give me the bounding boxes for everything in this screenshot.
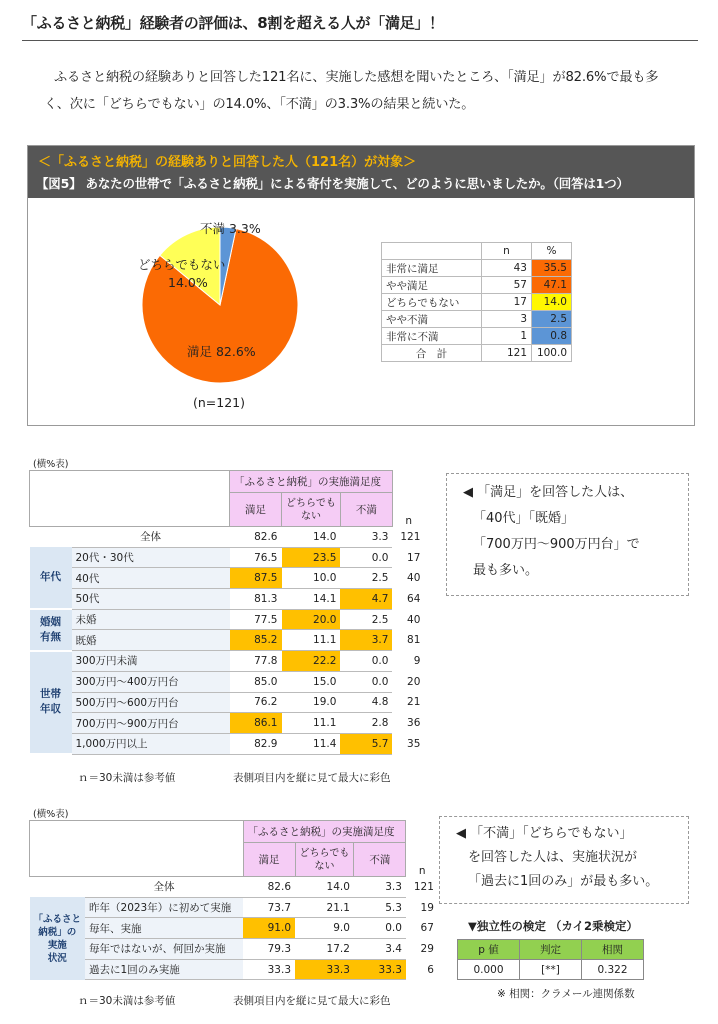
value-cell: 2.5 xyxy=(340,609,392,630)
total-label: 合 計 xyxy=(382,345,482,362)
row-pct: 14.0 xyxy=(532,294,572,311)
value-cell: 2.8 xyxy=(340,713,392,734)
table-row xyxy=(30,959,438,980)
value-cell: 0.0 xyxy=(354,918,406,939)
table-header-row xyxy=(382,243,572,260)
col-n: n xyxy=(418,864,426,877)
crosstab1-unit: (横%表) xyxy=(33,459,69,470)
value-cell: 79.3 xyxy=(243,939,295,960)
kai-header-judge: 判定 xyxy=(520,940,582,960)
value-cell: 11.4 xyxy=(282,733,341,754)
n-cell: 35 xyxy=(407,737,421,750)
n-cell: 9 xyxy=(413,654,421,667)
value-cell: 5.7 xyxy=(340,733,392,754)
crosstab2-corner xyxy=(30,821,244,877)
row-label: 非常に不満 xyxy=(382,328,482,345)
callout2-line1: ◀ 「不満」「どちらでもない」 xyxy=(456,826,633,841)
table-row xyxy=(382,260,572,277)
value-cell: 5.3 xyxy=(354,897,406,918)
table-total-row xyxy=(382,345,572,362)
value-cell: 85.2 xyxy=(230,630,282,651)
group-label xyxy=(30,609,72,650)
col-dochira-line1: どちらでも xyxy=(286,497,336,509)
total-row xyxy=(30,877,438,898)
total-row xyxy=(30,527,425,548)
value-cell: 33.3 xyxy=(354,959,406,980)
callout1-line1: ◀ 「満足」を回答した人は、 xyxy=(463,485,634,500)
crosstab2-note-right: 表側項目内を縦に見て最大に彩色 xyxy=(233,995,391,1007)
value-cell: 17.2 xyxy=(295,939,354,960)
row-label: 700万円～900万円台 xyxy=(72,713,230,734)
col-n: n xyxy=(405,514,412,527)
value-cell: 82.6 xyxy=(243,877,295,898)
row-n: 17 xyxy=(482,294,532,311)
figure5-box xyxy=(27,145,695,426)
value-cell: 77.5 xyxy=(230,609,282,630)
col-dochira-line2: ない xyxy=(314,860,335,872)
col-fuman: 不満 xyxy=(340,493,392,527)
n-cell: 40 xyxy=(407,613,421,626)
col-dochira-line2: ない xyxy=(300,510,321,522)
crosstab2-body xyxy=(30,877,438,980)
pie-label-dochira-pct: 14.0% xyxy=(168,275,208,290)
group-label-line2: 年収 xyxy=(40,703,61,716)
callout1-line4: 最も多い。 xyxy=(473,563,539,578)
value-cell: 21.1 xyxy=(295,897,354,918)
satisfaction-pie-chart xyxy=(140,225,300,385)
table-row xyxy=(30,547,425,568)
independence-title: ▼独立性の検定 （カイ2乗検定） xyxy=(468,919,639,933)
figure5-subtitle: ＜「ふるさと納税」の経験ありと回答した人（121名）が対象＞ xyxy=(38,155,417,170)
row-label: 毎年ではないが、何回か実施 xyxy=(85,939,243,960)
row-label: 500万円～600万円台 xyxy=(72,692,230,713)
value-cell: 14.0 xyxy=(295,877,354,898)
value-cell: 0.0 xyxy=(340,547,392,568)
crosstab2-group-header: 「ふるさと納税」の実施満足度 xyxy=(243,821,406,843)
value-cell: 15.0 xyxy=(282,671,341,692)
table-row xyxy=(30,733,425,754)
value-cell: 81.3 xyxy=(230,589,282,610)
n-cell: 20 xyxy=(407,675,421,688)
value-cell: 10.0 xyxy=(282,568,341,589)
row-n: 43 xyxy=(482,260,532,277)
table-row xyxy=(30,918,438,939)
title-divider xyxy=(22,40,698,41)
pie-label-dochira: どちらでもない xyxy=(138,257,226,272)
row-n: 3 xyxy=(482,311,532,328)
n-cell: 36 xyxy=(407,717,421,730)
table-row xyxy=(30,939,438,960)
value-cell: 4.8 xyxy=(340,692,392,713)
n-cell: 40 xyxy=(407,572,421,585)
kai-value-judge: [**] xyxy=(520,960,582,980)
total-group-cell xyxy=(30,527,72,548)
crosstab1-group-header: 「ふるさと納税」の実施満足度 xyxy=(230,471,393,493)
value-cell: 87.5 xyxy=(230,568,282,589)
callout1-line2: 「40代」「既婚」 xyxy=(473,511,575,526)
row-pct: 35.5 xyxy=(532,260,572,277)
col-fuman: 不満 xyxy=(354,843,406,877)
kai-value-p: 0.000 xyxy=(458,960,520,980)
row-label: 過去に1回のみ実施 xyxy=(85,959,243,980)
table-row xyxy=(30,713,425,734)
table-row xyxy=(382,311,572,328)
crosstab2-unit: (横%表) xyxy=(33,809,69,820)
kai-header-corr: 相関 xyxy=(582,940,644,960)
row-label: 未婚 xyxy=(72,609,230,630)
callout-fuman xyxy=(439,816,689,904)
group-label-line: 実施 xyxy=(47,939,67,951)
value-cell: 73.7 xyxy=(243,897,295,918)
table-row xyxy=(382,294,572,311)
crosstab1-corner xyxy=(30,471,230,527)
n-cell: 121 xyxy=(400,530,421,543)
row-label: どちらでもない xyxy=(382,294,482,311)
row-label: 昨年（2023年）に初めて実施 xyxy=(85,897,243,918)
callout2-line2: を回答した人は、実施状況が xyxy=(468,850,638,865)
value-cell: 91.0 xyxy=(243,918,295,939)
independence-footnote: ※ 相関：クラメール連関係数 xyxy=(497,988,635,1000)
value-cell: 22.2 xyxy=(282,651,341,672)
group-label-line1: 年代 xyxy=(40,571,61,584)
group-label-line1: 婚姻 xyxy=(40,615,61,628)
callout1-line3: 「700万円～900万円台」で xyxy=(473,537,640,552)
group-label xyxy=(30,651,72,754)
row-label: 非常に満足 xyxy=(382,260,482,277)
pie-label-fuman: 不満 3.3% xyxy=(200,221,261,236)
n-cell: 29 xyxy=(420,942,434,955)
table-row xyxy=(30,671,425,692)
value-cell: 76.2 xyxy=(230,692,282,713)
table-row xyxy=(30,589,425,610)
value-cell: 14.1 xyxy=(282,589,341,610)
table-header-cell: n xyxy=(482,243,532,260)
table-row xyxy=(30,897,438,918)
crosstab1-note-left: ｎ＝30未満は参考値 xyxy=(78,772,176,784)
value-cell: 19.0 xyxy=(282,692,341,713)
table-row xyxy=(382,328,572,345)
value-cell: 9.0 xyxy=(295,918,354,939)
row-label: 300万円～400万円台 xyxy=(72,671,230,692)
row-pct: 0.8 xyxy=(532,328,572,345)
value-cell: 0.0 xyxy=(340,671,392,692)
col-dochira-line1: どちらでも xyxy=(299,847,350,859)
crosstab2-table xyxy=(29,820,438,980)
row-label: 1,000万円以上 xyxy=(72,733,230,754)
table-header-cell: % xyxy=(532,243,572,260)
row-pct: 47.1 xyxy=(532,277,572,294)
table-row xyxy=(30,651,425,672)
value-cell: 11.1 xyxy=(282,630,341,651)
kai-value-corr: 0.322 xyxy=(582,960,644,980)
table-row xyxy=(30,568,425,589)
figure5-table xyxy=(381,242,572,362)
crosstab1-note-right: 表側項目内を縦に見て最大に彩色 xyxy=(233,772,391,784)
total-label: 全体 xyxy=(72,527,230,548)
figure5-header xyxy=(28,146,694,198)
row-label: やや不満 xyxy=(382,311,482,328)
figure5-question: 【図5】 あなたの世帯で「ふるさと納税」による寄付を実施して、どのように思いましたか。（回答は1つ） xyxy=(36,176,629,191)
crosstab1-body xyxy=(30,527,425,755)
group-label-line: 納税」の xyxy=(38,926,77,938)
value-cell: 82.6 xyxy=(230,527,282,548)
value-cell: 85.0 xyxy=(230,671,282,692)
callout2-line3: 「過去に1回のみ」が最も多い。 xyxy=(468,874,659,889)
callout-manzoku xyxy=(446,473,689,596)
col-dochira xyxy=(282,493,341,527)
total-group-cell xyxy=(30,877,86,898)
group-label-line2: 有無 xyxy=(40,630,61,643)
table-row xyxy=(382,277,572,294)
row-label: 毎年、実施 xyxy=(85,918,243,939)
table-row xyxy=(30,630,425,651)
group-label-line1: 世帯 xyxy=(40,688,61,701)
page-title: 「ふるさと納税」経験者の評価は、8割を超える人が「満足」！ xyxy=(22,14,444,32)
value-cell: 3.7 xyxy=(340,630,392,651)
table-row xyxy=(30,609,425,630)
row-label: 20代・30代 xyxy=(72,547,230,568)
table-row xyxy=(30,692,425,713)
value-cell: 23.5 xyxy=(282,547,341,568)
crosstab2-blank xyxy=(406,821,438,843)
total-label: 全体 xyxy=(85,877,243,898)
value-cell: 3.4 xyxy=(354,939,406,960)
pie-n-label: (n=121) xyxy=(193,395,246,410)
crosstab2-note-left: ｎ＝30未満は参考値 xyxy=(78,995,176,1007)
n-cell: 19 xyxy=(420,901,434,914)
total-pct: 100.0 xyxy=(532,345,572,362)
n-cell: 21 xyxy=(407,696,421,709)
row-pct: 2.5 xyxy=(532,311,572,328)
n-cell: 67 xyxy=(420,922,434,935)
col-manzoku: 満足 xyxy=(230,493,282,527)
n-cell: 6 xyxy=(427,963,434,976)
table-header-cell xyxy=(382,243,482,260)
independence-table xyxy=(457,939,644,980)
value-cell: 20.0 xyxy=(282,609,341,630)
value-cell: 86.1 xyxy=(230,713,282,734)
value-cell: 77.8 xyxy=(230,651,282,672)
row-n: 1 xyxy=(482,328,532,345)
value-cell: 76.5 xyxy=(230,547,282,568)
col-dochira xyxy=(295,843,354,877)
row-label: やや満足 xyxy=(382,277,482,294)
row-label: 既婚 xyxy=(72,630,230,651)
total-n: 121 xyxy=(482,345,532,362)
row-label: 40代 xyxy=(72,568,230,589)
row-label: 50代 xyxy=(72,589,230,610)
group-label-line: 状況 xyxy=(47,952,67,964)
row-label: 300万円未満 xyxy=(72,651,230,672)
value-cell: 82.9 xyxy=(230,733,282,754)
group-label xyxy=(30,897,86,980)
n-cell: 81 xyxy=(407,634,421,647)
value-cell: 14.0 xyxy=(282,527,341,548)
pie-label-manzoku: 満足 82.6% xyxy=(187,344,256,359)
value-cell: 2.5 xyxy=(340,568,392,589)
group-label xyxy=(30,547,72,609)
n-cell: 121 xyxy=(413,880,434,893)
value-cell: 33.3 xyxy=(243,959,295,980)
crosstab1-blank xyxy=(392,471,424,493)
value-cell: 3.3 xyxy=(354,877,406,898)
n-cell: 64 xyxy=(407,592,421,605)
value-cell: 4.7 xyxy=(340,589,392,610)
value-cell: 0.0 xyxy=(340,651,392,672)
row-n: 57 xyxy=(482,277,532,294)
crosstab1-table xyxy=(29,470,425,755)
col-manzoku: 満足 xyxy=(243,843,295,877)
value-cell: 33.3 xyxy=(295,959,354,980)
group-label-line: 「ふるさと xyxy=(33,913,82,925)
kai-header-p: p 値 xyxy=(458,940,520,960)
value-cell: 11.1 xyxy=(282,713,341,734)
value-cell: 3.3 xyxy=(340,527,392,548)
n-cell: 17 xyxy=(407,551,421,564)
intro-paragraph: ふるさと納税の経験ありと回答した121名に、実施した感想を聞いたところ、「満足」が82.6%で最も多く、次に「どちらでもない」の14.0%、「不満」の3.3%の結果と続いた。 xyxy=(44,70,659,112)
